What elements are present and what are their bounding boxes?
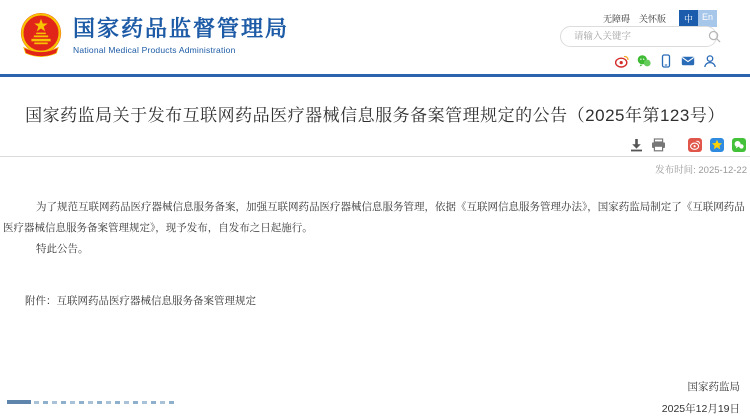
body-paragraph: 为了规范互联网药品医疗器械信息服务备案，加强互联网药品医疗器械信息服务管理，依据《互联网信息服务管理办法》，国家药监局制定了《互联网药品医疗器械信息服务备案管理规定》，现予发布，自发布之日起施行。 [3, 201, 745, 234]
publish-time-label: 发布时间: [655, 165, 696, 176]
national-emblem-icon [18, 11, 64, 59]
mail-icon[interactable] [681, 54, 695, 68]
lang-en-button[interactable]: En [698, 10, 717, 27]
care-version-link[interactable]: 关怀版 [638, 14, 666, 24]
weibo-icon[interactable] [615, 54, 629, 68]
publish-time-value: 2025-12-22 [698, 165, 747, 176]
cropped-window-fragment [34, 401, 176, 404]
article-toolbar [0, 138, 750, 152]
site-search [560, 26, 717, 47]
mobile-icon[interactable] [659, 54, 673, 68]
page-title: 国家药监局关于发布互联网药品医疗器械信息服务备案管理规定的公告（2025年第123号） [25, 106, 725, 125]
sign-date: 2025年12月19日 [661, 403, 740, 415]
language-toggle [679, 10, 717, 27]
share-wechat-button[interactable] [732, 138, 746, 152]
favorite-star-icon [710, 138, 724, 152]
printer-icon [651, 138, 666, 152]
publish-time-row [0, 162, 750, 176]
attachment-row [3, 291, 747, 312]
header-divider [0, 74, 750, 77]
agency-logo[interactable] [18, 11, 289, 59]
download-button[interactable] [630, 138, 643, 152]
site-header [0, 0, 750, 74]
agency-name-cn: 国家药品监督管理局 [73, 16, 290, 41]
signer-name: 国家药监局 [687, 381, 740, 393]
article-body [0, 197, 750, 420]
top-utility-nav [603, 10, 717, 27]
user-icon[interactable] [703, 54, 717, 68]
share-favorite-button[interactable] [710, 138, 724, 152]
title-divider [0, 156, 750, 157]
search-input[interactable] [561, 31, 706, 42]
social-links [615, 54, 717, 68]
download-icon [630, 138, 643, 152]
share-weibo-button[interactable] [688, 138, 702, 152]
search-button[interactable] [706, 30, 729, 43]
weibo-share-icon [688, 138, 702, 152]
accessibility-link[interactable]: 无障碍 [602, 14, 630, 24]
search-icon [708, 30, 721, 43]
wechat-icon[interactable] [637, 54, 651, 68]
wechat-share-icon [732, 138, 746, 152]
cropped-window-edge [0, 399, 185, 405]
body-paragraph: 特此公告。 [36, 243, 89, 255]
cropped-window-fragment [7, 400, 31, 404]
agency-name-en: National Medical Products Administration [73, 45, 236, 55]
announcement-article [0, 101, 750, 420]
lang-cn-button[interactable]: 中 [679, 10, 698, 27]
print-button[interactable] [651, 138, 666, 152]
signature-block [3, 376, 747, 420]
attachment-link[interactable]: 互联网药品医疗器械信息服务备案管理规定 [56, 295, 256, 307]
attachment-label: 附件： [25, 295, 57, 307]
